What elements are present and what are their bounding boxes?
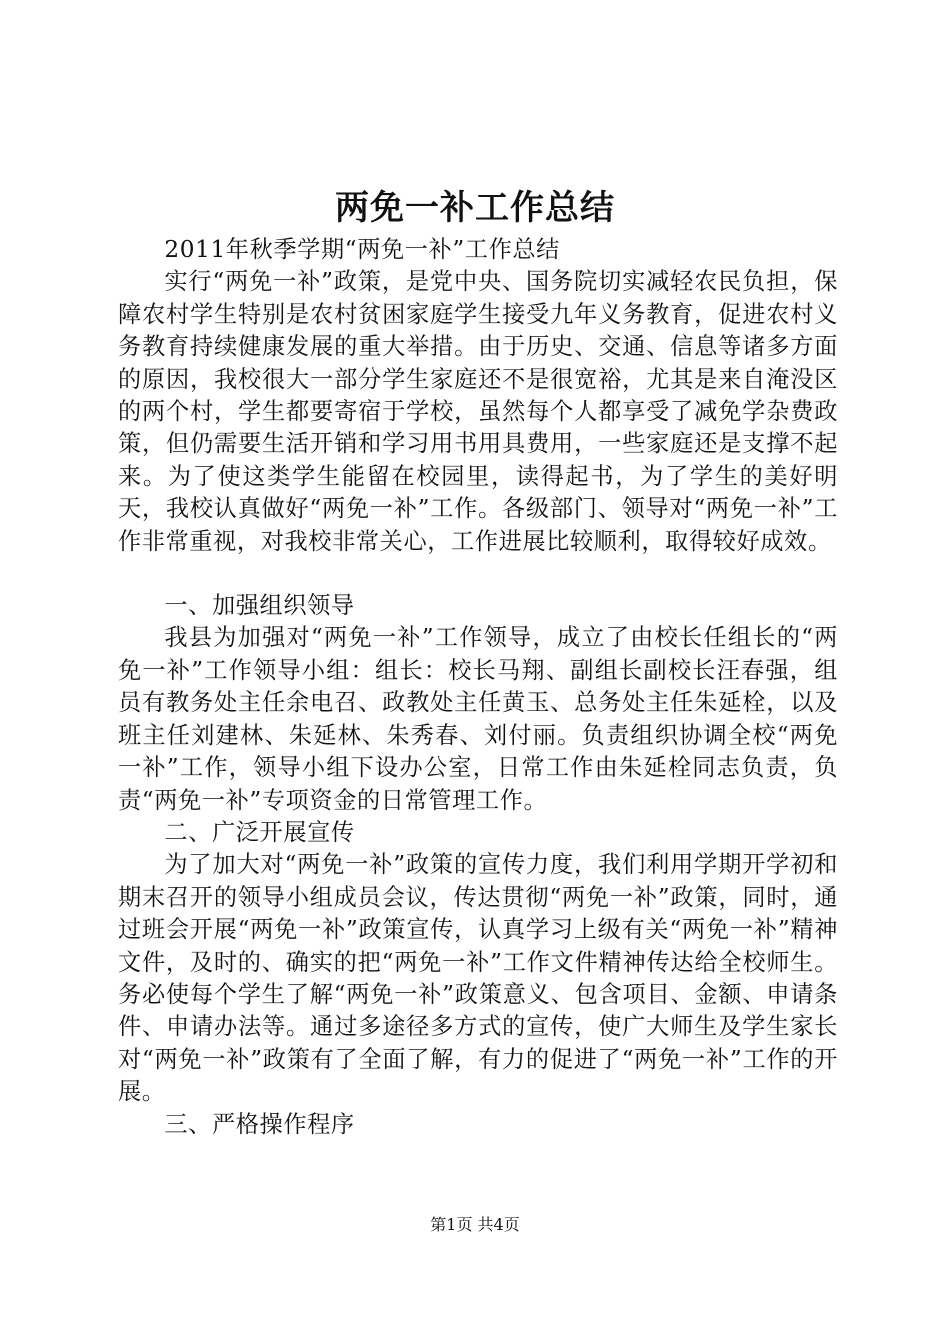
page-number-footer: 第1页 共4页	[430, 1215, 520, 1234]
paragraph-section-2: 为了加大对“两免一补”政策的宣传力度，我们利用学期开学初和期末召开的领导小组成员会议，传达贯彻“两免一补”政策，同时，通过班会开展“两免一补”政策宣传，认真学习上级有关“两免一补”精神文件，及时的、确实的把“两免一补”工作文件精神传达给全校师生。务必使每个学生了解“两免一补”政策意义、包含项目、金额、申请条件、申请办法等。通过多途径多方式的宣传，使广大师生及学生家长对“两免一补”政策有了全面了解，有力的促进了“两免一补”工作的开展。	[118, 851, 838, 1106]
document-body	[118, 234, 838, 1141]
section-heading-1: 一、加强组织领导	[164, 592, 355, 620]
section-heading-3: 三、严格操作程序	[164, 1110, 355, 1138]
section-heading-2: 二、广泛开展宣传	[164, 818, 355, 846]
paragraph-section-1: 我县为加强对“两免一补”工作领导，成立了由校长任组长的“两免一补”工作领导小组：组长：校长马翔、副组长副校长汪春强，组员有教务处主任余电召、政教处主任黄玉、总务处主任朱延栓，以及班主任刘建林、朱延林、朱秀春、刘付丽。负责组织协调全校“两免一补”工作，领导小组下设办公室，日常工作由朱延栓同志负责，负责“两免一补”专项资金的日常管理工作。	[118, 624, 838, 814]
paragraph-intro: 实行“两免一补”政策，是党中央、国务院切实减轻农民负担，保障农村学生特别是农村贫困家庭学生接受九年义务教育，促进农村义务教育持续健康发展的重大举措。由于历史、交通、信息等诸多方面的原因，我校很大一部分学生家庭还不是很宽裕，尤其是来自淹没区的两个村，学生都要寄宿于学校，虽然每个人都享受了减免学杂费政策，但仍需要生活开销和学习用书用具费用，一些家庭还是支撑不起来。为了使这类学生能留在校园里，读得起书，为了学生的美好明天，我校认真做好“两免一补”工作。各级部门、领导对“两免一补”工作非常重视，对我校非常关心，工作进展比较顺利，取得较好成效。	[118, 268, 838, 555]
document-title: 两免一补工作总结	[335, 188, 615, 228]
paragraph-subtitle: 2011年秋季学期“两免一补”工作总结	[164, 236, 560, 263]
